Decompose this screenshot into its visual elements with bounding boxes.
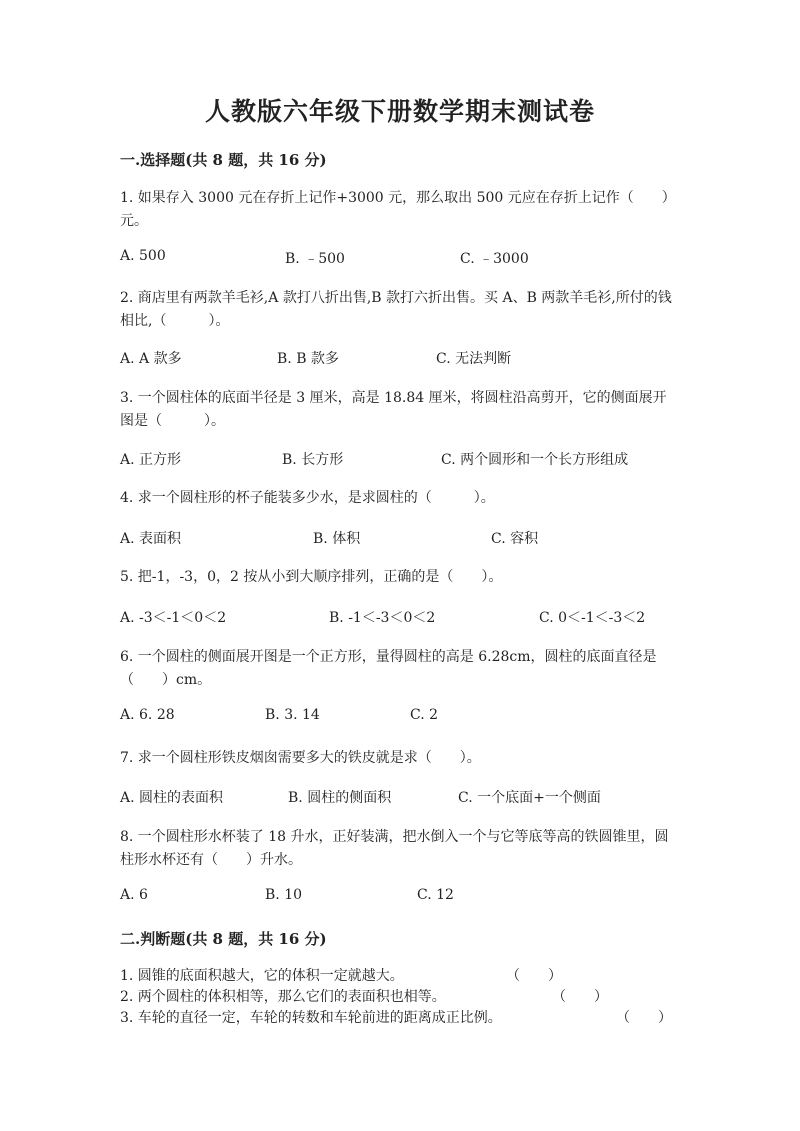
option-b: B. 体积 [313,531,361,547]
option-b: B. -1＜-3＜0＜2 [329,610,436,626]
section-title-choice: 一.选择题(共 8 题，共 16 分) [120,151,327,169]
judgement-list [120,966,700,1029]
option-a: A. 6. 28 [120,707,175,723]
judgement-text: 3. 车轮的直径一定，车轮的转数和车轮前进的距离成正比例。 [120,1010,502,1026]
page-title: 人教版六年级下册数学期末测试卷 [204,97,595,126]
option-a: A. 正方形 [120,452,182,468]
option-b: B. B 款多 [277,351,339,367]
option-c: C. 一个底面+一个侧面 [458,790,601,806]
option-a: A. 表面积 [120,531,182,547]
options-row-8 [120,887,720,907]
answer-bracket: （ ） [616,1010,672,1026]
question-stem-1: 1. 如果存入 3000 元在存折上记作+3000 元，那么取出 500 元应在存折上记作（ ）元。 [120,190,676,229]
options-row-4 [120,528,720,548]
options-row-6 [120,707,720,727]
question-stem-5: 5. 把-1，-3，0，2 按从小到大顺序排列，正确的是（ ）。 [120,569,503,585]
question-stem-7: 7. 求一个圆柱形铁皮烟囱需要多大的铁皮就是求（ ）。 [120,750,481,766]
judgement-item [120,1008,700,1029]
options-row-1 [120,248,720,268]
option-a: A. 圆柱的表面积 [120,790,224,806]
option-a: A. A 款多 [120,351,182,367]
option-c: C. 2 [410,707,439,723]
question-stem-2: 2. 商店里有两款羊毛衫,A 款打八折出售,B 款打六折出售。买 A、B 两款羊毛衫,所付的钱相比,（ ）。 [120,290,672,329]
option-c: C. 12 [417,887,454,903]
section-title-judgement: 二.判断题(共 8 题，共 16 分) [120,930,327,948]
option-a: A. 6 [120,887,148,903]
judgement-item [120,987,700,1008]
answer-bracket: （ ） [552,989,608,1005]
options-row-3 [120,449,720,469]
question-stem-6: 6. 一个圆柱的侧面展开图是一个正方形，量得圆柱的高是 6.28cm，圆柱的底面直径是（ ）cm。 [120,649,657,688]
option-c: C. 两个圆形和一个长方形组成 [441,452,629,468]
options-row-7 [120,787,720,807]
option-b: B. 圆柱的侧面积 [288,790,392,806]
option-a: A. 500 [120,248,166,264]
option-b: B. 10 [265,887,303,903]
judgement-text: 1. 圆锥的底面积越大，它的体积一定就越大。 [120,968,404,984]
question-stem-8: 8. 一个圆柱形水杯装了 18 升水，正好装满，把水倒入一个与它等底等高的铁圆锥里，圆柱形水杯还有（ ）升水。 [120,829,669,868]
option-c: C. 无法判断 [436,351,512,367]
option-c: C. 0＜-1＜-3＜2 [539,610,646,626]
judgement-item [120,966,700,987]
answer-bracket: （ ） [506,968,562,984]
option-c: C. ﹣3000 [460,251,529,267]
judgement-text: 2. 两个圆柱的体积相等，那么它们的表面积也相等。 [120,989,446,1005]
options-row-2 [120,348,720,368]
options-row-5 [120,607,720,627]
option-b: B. 长方形 [282,452,344,468]
question-stem-3: 3. 一个圆柱体的底面半径是 3 厘米，高是 18.84 厘米，将圆柱沿高剪开，它的侧面展开图是（ ）。 [120,390,667,429]
option-b: B. ﹣500 [285,251,345,267]
option-b: B. 3. 14 [265,707,320,723]
option-a: A. -3＜-1＜0＜2 [120,610,227,626]
question-stem-4: 4. 求一个圆柱形的杯子能装多少水，是求圆柱的（ ）。 [120,490,495,506]
option-c: C. 容积 [491,531,539,547]
